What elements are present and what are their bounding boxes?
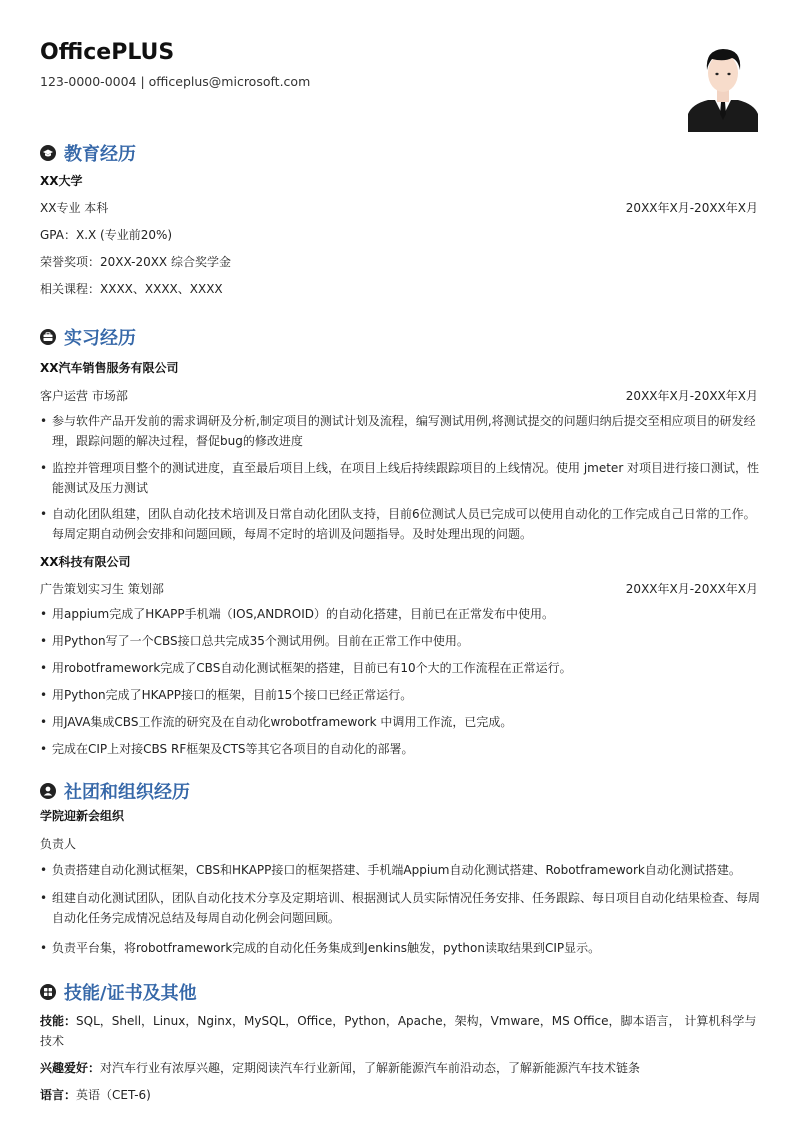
list-item	[40, 458, 762, 498]
company-name-2: XX科技有限公司	[40, 555, 131, 569]
group-icon	[40, 783, 56, 799]
bullet-dot: •	[40, 461, 48, 475]
company-name-1: XX汽车销售服务有限公司	[40, 361, 179, 375]
education-major: XX专业 本科	[40, 201, 109, 215]
hobby-label: 兴趣爱好：	[40, 1061, 101, 1075]
education-title: 教育经历	[64, 144, 136, 165]
hobby-value: 对汽车行业有浓厚兴趣，定期阅读汽车行业新闻，了解新能源汽车前沿动态，了解新能源汽车技术链条	[100, 1061, 641, 1075]
company-role-1: 客户运营 市场部	[40, 389, 128, 403]
candidate-name: OfficePLUS	[40, 40, 175, 65]
skills-row	[40, 1011, 760, 1051]
bullet-dot: •	[40, 661, 48, 675]
bullet-dot: •	[40, 863, 48, 877]
list-item	[40, 604, 762, 624]
bullet-text: 完成在CIP上对接CBS RF框架及CTS等其它各项目的自动化的部署。	[52, 742, 414, 756]
internship-title: 实习经历	[64, 328, 136, 349]
bullet-text: 负责平台集，将robotframework完成的自动化任务集成到Jenkins触发，python读取结果到CIP显示。	[52, 941, 601, 955]
bullet-text: 用Python写了一个CBS接口总共完成35个测试用例。目前在正常工作中使用。	[52, 634, 469, 648]
list-item	[40, 860, 762, 880]
skills-value: SQL，Shell，Linux，Nginx，MySQL，Office，Python，Apache，架构，Vmware，MS Office，脚本语言， 计算机科学与技术	[40, 1014, 757, 1048]
bullet-dot: •	[40, 634, 48, 648]
bullet-dot: •	[40, 688, 48, 702]
bullet-dot: •	[40, 891, 48, 905]
language-label: 语言：	[40, 1088, 77, 1102]
bullet-text: 参与软件产品开发前的需求调研及分析,制定项目的测试计划及流程，编写测试用例,将测试提交的问题归纳后提交至相应项目的研发经理，跟踪问题的解决过程，督促bug的修改进度	[52, 414, 756, 448]
club-org-name: 学院迎新会组织	[40, 809, 125, 823]
grid-icon	[40, 984, 56, 1000]
company-date-1: 20XX年X月-20XX年X月	[625, 389, 758, 403]
education-date: 20XX年X月-20XX年X月	[625, 201, 758, 215]
bullet-text: 用JAVA集成CBS工作流的研究及在自动化wrobotframework 中调用工作流，已完成。	[52, 715, 513, 729]
list-item	[40, 712, 762, 732]
bullet-text: 用robotframework完成了CBS自动化测试框架的搭建，目前已有10个大的工作流程在正常运行。	[52, 661, 572, 675]
list-item	[40, 631, 762, 651]
list-item	[40, 411, 762, 451]
skills-section-header	[40, 979, 197, 1005]
list-item	[40, 504, 762, 544]
bullet-dot: •	[40, 715, 48, 729]
bullet-dot: •	[40, 414, 48, 428]
school-name: XX大学	[40, 174, 83, 188]
language-row	[40, 1085, 760, 1105]
list-item	[40, 888, 762, 928]
skills-label: 技能：	[40, 1014, 77, 1028]
graduation-cap-icon	[40, 145, 56, 161]
company-date-2: 20XX年X月-20XX年X月	[625, 582, 758, 596]
hobby-row	[40, 1058, 760, 1078]
bullet-text: 自动化团队组建，团队自动化技术培训及日常自动化团队支持，目前6位测试人员已完成可以使用自动化的工作完成自己日常的工作。每周定期自动例会安排和问题回顾，每周不定时的培训及问题指导。及时处理出现的问题。	[52, 507, 756, 541]
bullet-text: 用Python完成了HKAPP接口的框架，目前15个接口已经正常运行。	[52, 688, 413, 702]
list-item	[40, 685, 762, 705]
education-section-header	[40, 140, 136, 166]
bullet-dot: •	[40, 607, 48, 621]
bullet-dot: •	[40, 941, 48, 955]
bullet-text: 监控并管理项目整个的测试进度，直至最后项目上线，在项目上线后持续跟踪项目的上线情况。使用 jmeter 对项目进行接口测试，性能测试及压力测试	[52, 461, 760, 495]
briefcase-icon	[40, 329, 56, 345]
language-value: 英语（CET-6)	[76, 1088, 151, 1102]
internship-section-header	[40, 324, 136, 350]
list-item	[40, 658, 762, 678]
education-gpa: GPA：X.X (专业前20%)	[40, 228, 173, 242]
education-honors: 荣誉奖项：20XX-20XX 综合奖学金	[40, 255, 231, 269]
contact-info: 123-0000-0004 | officeplus@microsoft.com	[40, 74, 311, 89]
skills-title: 技能/证书及其他	[64, 983, 197, 1004]
clubs-title: 社团和组织经历	[64, 782, 190, 803]
bullet-dot: •	[40, 742, 48, 756]
bullet-dot: •	[40, 507, 48, 521]
education-courses: 相关课程：XXXX、XXXX、XXXX	[40, 282, 223, 296]
clubs-section-header	[40, 778, 190, 804]
bullet-text: 负责搭建自动化测试框架，CBS和HKAPP接口的框架搭建、手机端Appium自动化测试搭建、Robotframework自动化测试搭建。	[52, 863, 741, 877]
club-role: 负责人	[40, 837, 77, 851]
list-item	[40, 938, 762, 958]
bullet-text: 组建自动化测试团队，团队自动化技术分享及定期培训、根据测试人员实际情况任务安排、任务跟踪、每日项目自动化结果检查、每周自动化任务完成情况总结及每周自动化例会问题回顾。	[52, 891, 761, 925]
profile-photo	[688, 40, 758, 132]
list-item	[40, 739, 762, 759]
company-role-2: 广告策划实习生 策划部	[40, 582, 164, 596]
bullet-text: 用appium完成了HKAPP手机端（IOS,ANDROID）的自动化搭建，目前已在正常发布中使用。	[52, 607, 554, 621]
